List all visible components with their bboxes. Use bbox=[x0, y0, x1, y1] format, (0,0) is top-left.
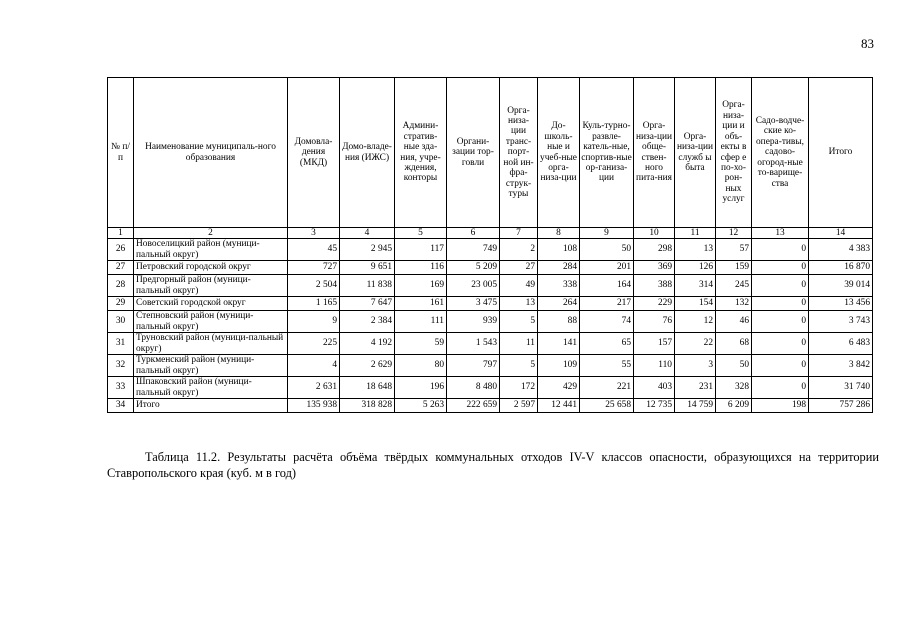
cell-c12: 6 209 bbox=[716, 399, 752, 413]
cell-c8: 109 bbox=[538, 355, 580, 377]
column-number: 1 bbox=[108, 228, 134, 239]
cell-c5: 5 263 bbox=[395, 399, 447, 413]
cell-c12: 328 bbox=[716, 377, 752, 399]
cell-c13: 0 bbox=[752, 355, 809, 377]
cell-c7: 2 597 bbox=[500, 399, 538, 413]
cell-c4: 11 838 bbox=[340, 275, 395, 297]
cell-c3: 135 938 bbox=[288, 399, 340, 413]
municipality-name: Степновский район (муници-пальный округ) bbox=[134, 311, 288, 333]
column-number: 12 bbox=[716, 228, 752, 239]
cell-c10: 110 bbox=[634, 355, 675, 377]
cell-c8: 108 bbox=[538, 239, 580, 261]
cell-c11: 13 bbox=[675, 239, 716, 261]
cell-c9: 221 bbox=[580, 377, 634, 399]
cell-c12: 132 bbox=[716, 297, 752, 311]
municipality-name: Петровский городской округ bbox=[134, 261, 288, 275]
cell-c8: 338 bbox=[538, 275, 580, 297]
column-number: 6 bbox=[447, 228, 500, 239]
cell-c13: 0 bbox=[752, 261, 809, 275]
table-body bbox=[108, 239, 873, 413]
cell-c5: 196 bbox=[395, 377, 447, 399]
cell-c13: 0 bbox=[752, 333, 809, 355]
cell-c4: 318 828 bbox=[340, 399, 395, 413]
cell-c6: 749 bbox=[447, 239, 500, 261]
table-caption: Таблица 11.2. Результаты расчёта объёма твёрдых коммунальных отходов IV-V классов опасности, образующихся на территории Ставропольского края (куб. м в год) bbox=[107, 450, 879, 480]
table-row bbox=[108, 261, 873, 275]
cell-c5: 169 bbox=[395, 275, 447, 297]
cell-c11: 314 bbox=[675, 275, 716, 297]
col-header-izhs: Домо-владе-ния (ИЖС) bbox=[340, 78, 395, 228]
cell-c8: 12 441 bbox=[538, 399, 580, 413]
table-row bbox=[108, 311, 873, 333]
cell-c7: 172 bbox=[500, 377, 538, 399]
waste-volume-table bbox=[107, 77, 873, 413]
row-number: 34 bbox=[108, 399, 134, 413]
cell-c12: 245 bbox=[716, 275, 752, 297]
row-number: 28 bbox=[108, 275, 134, 297]
cell-c9: 164 bbox=[580, 275, 634, 297]
cell-c7: 13 bbox=[500, 297, 538, 311]
cell-c9: 201 bbox=[580, 261, 634, 275]
col-header-name: Наименование муниципаль-ного образования bbox=[134, 78, 288, 228]
municipality-name: Шпаковский район (муници-пальный округ) bbox=[134, 377, 288, 399]
cell-c6: 3 475 bbox=[447, 297, 500, 311]
cell-c3: 727 bbox=[288, 261, 340, 275]
col-header-garden: Садо-водче-ские ко-опера-тивы, садово-огород-ные то-варище-ства bbox=[752, 78, 809, 228]
cell-c11: 3 bbox=[675, 355, 716, 377]
col-header-education: До-школь-ные и учеб-ные орга-низа-ции bbox=[538, 78, 580, 228]
cell-c5: 116 bbox=[395, 261, 447, 275]
page-number: 83 bbox=[861, 36, 874, 51]
cell-c14: 6 483 bbox=[809, 333, 873, 355]
cell-c5: 80 bbox=[395, 355, 447, 377]
table-row bbox=[108, 377, 873, 399]
column-number: 13 bbox=[752, 228, 809, 239]
municipality-name: Советский городской округ bbox=[134, 297, 288, 311]
column-number: 10 bbox=[634, 228, 675, 239]
cell-c14: 39 014 bbox=[809, 275, 873, 297]
cell-c10: 76 bbox=[634, 311, 675, 333]
cell-c5: 111 bbox=[395, 311, 447, 333]
row-number: 32 bbox=[108, 355, 134, 377]
row-number: 26 bbox=[108, 239, 134, 261]
cell-c6: 5 209 bbox=[447, 261, 500, 275]
cell-c4: 2 945 bbox=[340, 239, 395, 261]
cell-c4: 7 647 bbox=[340, 297, 395, 311]
cell-c12: 50 bbox=[716, 355, 752, 377]
column-number: 5 bbox=[395, 228, 447, 239]
municipality-name: Труновский район (муници-пальный округ) bbox=[134, 333, 288, 355]
header-row bbox=[108, 78, 873, 228]
cell-c9: 74 bbox=[580, 311, 634, 333]
row-number: 33 bbox=[108, 377, 134, 399]
cell-c12: 159 bbox=[716, 261, 752, 275]
municipality-name: Новоселицкий район (муници-пальный округ) bbox=[134, 239, 288, 261]
cell-c4: 9 651 bbox=[340, 261, 395, 275]
column-number: 2 bbox=[134, 228, 288, 239]
cell-c7: 11 bbox=[500, 333, 538, 355]
row-number: 30 bbox=[108, 311, 134, 333]
column-number-row bbox=[108, 228, 873, 239]
column-number: 9 bbox=[580, 228, 634, 239]
cell-c3: 45 bbox=[288, 239, 340, 261]
cell-c14: 16 870 bbox=[809, 261, 873, 275]
cell-c5: 161 bbox=[395, 297, 447, 311]
column-number: 11 bbox=[675, 228, 716, 239]
cell-c12: 57 bbox=[716, 239, 752, 261]
cell-c5: 117 bbox=[395, 239, 447, 261]
col-header-mkd: Домовла-дения (МКД) bbox=[288, 78, 340, 228]
cell-c14: 4 383 bbox=[809, 239, 873, 261]
cell-c8: 264 bbox=[538, 297, 580, 311]
col-header-services: Орга-низа-ции служб ы быта bbox=[675, 78, 716, 228]
cell-c10: 12 735 bbox=[634, 399, 675, 413]
col-header-admin: Админи-стратив-ные зда-ния, учре-ждения, конторы bbox=[395, 78, 447, 228]
cell-c3: 9 bbox=[288, 311, 340, 333]
cell-c10: 298 bbox=[634, 239, 675, 261]
col-header-funeral: Орга-низа-ции и объ-екты в сфер е по-хо-рон-ных услуг bbox=[716, 78, 752, 228]
cell-c7: 27 bbox=[500, 261, 538, 275]
cell-c8: 429 bbox=[538, 377, 580, 399]
cell-c6: 1 543 bbox=[447, 333, 500, 355]
cell-c8: 284 bbox=[538, 261, 580, 275]
cell-c10: 388 bbox=[634, 275, 675, 297]
municipality-name: Предгорный район (муници-пальный округ) bbox=[134, 275, 288, 297]
cell-c3: 1 165 bbox=[288, 297, 340, 311]
cell-c9: 65 bbox=[580, 333, 634, 355]
cell-c4: 2 384 bbox=[340, 311, 395, 333]
cell-c14: 3 743 bbox=[809, 311, 873, 333]
column-number: 4 bbox=[340, 228, 395, 239]
column-number: 14 bbox=[809, 228, 873, 239]
row-number: 27 bbox=[108, 261, 134, 275]
col-header-culture-sport: Куль-турно-развле-катель-ные, спортив-ные ор-ганиза-ции bbox=[580, 78, 634, 228]
cell-c10: 403 bbox=[634, 377, 675, 399]
col-header-catering: Орга-низа-ции обще-ствен-ного пита-ния bbox=[634, 78, 675, 228]
cell-c5: 59 bbox=[395, 333, 447, 355]
table-row bbox=[108, 355, 873, 377]
cell-c7: 2 bbox=[500, 239, 538, 261]
cell-c7: 49 bbox=[500, 275, 538, 297]
cell-c4: 18 648 bbox=[340, 377, 395, 399]
cell-c3: 225 bbox=[288, 333, 340, 355]
cell-c10: 229 bbox=[634, 297, 675, 311]
cell-c13: 0 bbox=[752, 311, 809, 333]
table-row bbox=[108, 239, 873, 261]
cell-c11: 126 bbox=[675, 261, 716, 275]
cell-c11: 12 bbox=[675, 311, 716, 333]
cell-c8: 141 bbox=[538, 333, 580, 355]
column-number: 7 bbox=[500, 228, 538, 239]
municipality-name: Итого bbox=[134, 399, 288, 413]
cell-c6: 939 bbox=[447, 311, 500, 333]
cell-c3: 4 bbox=[288, 355, 340, 377]
cell-c11: 231 bbox=[675, 377, 716, 399]
col-header-transport: Орга-низа-ции транс-порт-ной ин-фра-струк-туры bbox=[500, 78, 538, 228]
column-number: 8 bbox=[538, 228, 580, 239]
cell-c13: 0 bbox=[752, 377, 809, 399]
cell-c7: 5 bbox=[500, 355, 538, 377]
cell-c9: 55 bbox=[580, 355, 634, 377]
table-row bbox=[108, 333, 873, 355]
cell-c4: 4 192 bbox=[340, 333, 395, 355]
table-row bbox=[108, 399, 873, 413]
municipality-name: Туркменский район (муници-пальный округ) bbox=[134, 355, 288, 377]
cell-c14: 3 842 bbox=[809, 355, 873, 377]
cell-c13: 0 bbox=[752, 239, 809, 261]
cell-c4: 2 629 bbox=[340, 355, 395, 377]
cell-c9: 25 658 bbox=[580, 399, 634, 413]
cell-c6: 8 480 bbox=[447, 377, 500, 399]
cell-c9: 217 bbox=[580, 297, 634, 311]
cell-c13: 0 bbox=[752, 297, 809, 311]
cell-c7: 5 bbox=[500, 311, 538, 333]
cell-c13: 0 bbox=[752, 275, 809, 297]
cell-c12: 68 bbox=[716, 333, 752, 355]
cell-c14: 31 740 bbox=[809, 377, 873, 399]
cell-c6: 222 659 bbox=[447, 399, 500, 413]
cell-c14: 13 456 bbox=[809, 297, 873, 311]
cell-c11: 22 bbox=[675, 333, 716, 355]
cell-c3: 2 504 bbox=[288, 275, 340, 297]
cell-c10: 369 bbox=[634, 261, 675, 275]
table-row bbox=[108, 297, 873, 311]
cell-c9: 50 bbox=[580, 239, 634, 261]
row-number: 29 bbox=[108, 297, 134, 311]
cell-c6: 797 bbox=[447, 355, 500, 377]
cell-c3: 2 631 bbox=[288, 377, 340, 399]
cell-c6: 23 005 bbox=[447, 275, 500, 297]
cell-c14: 757 286 bbox=[809, 399, 873, 413]
cell-c13: 198 bbox=[752, 399, 809, 413]
cell-c8: 88 bbox=[538, 311, 580, 333]
cell-c10: 157 bbox=[634, 333, 675, 355]
row-number: 31 bbox=[108, 333, 134, 355]
col-header-total: Итого bbox=[809, 78, 873, 228]
col-header-trade: Органи-зации тор-говли bbox=[447, 78, 500, 228]
cell-c12: 46 bbox=[716, 311, 752, 333]
cell-c11: 14 759 bbox=[675, 399, 716, 413]
col-header-number: № п/п bbox=[108, 78, 134, 228]
column-number: 3 bbox=[288, 228, 340, 239]
table-row bbox=[108, 275, 873, 297]
cell-c11: 154 bbox=[675, 297, 716, 311]
